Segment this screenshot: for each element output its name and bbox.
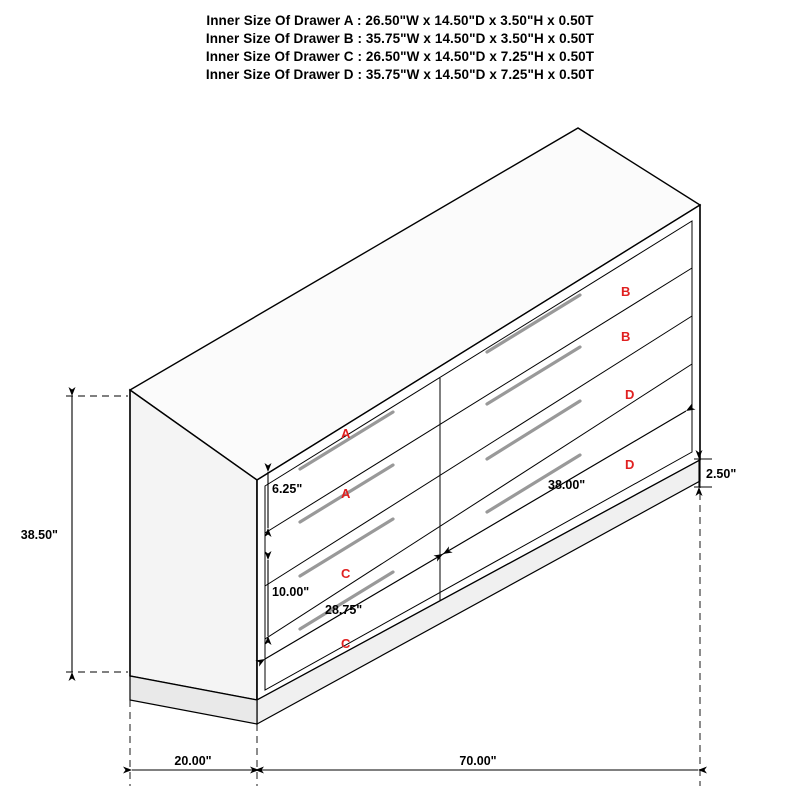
dimension-label-right-drawer-width: 38.00": [548, 478, 586, 492]
dimension-overall-height: [21, 396, 128, 672]
dimension-label-drawer-front-large: 10.00": [272, 585, 310, 599]
spec-line-drawer-c: Inner Size Of Drawer C : 26.50"W x 14.50"D x 7.25"H x 0.50T: [205, 49, 595, 64]
dimension-label-left-drawer-width: 28.75": [325, 603, 363, 617]
dimension-label-overall-height: 38.50": [20, 528, 58, 542]
dimension-depth: [132, 754, 255, 770]
dimension-label-width: 70.00": [459, 754, 497, 768]
drawer-label-d-third: D: [625, 387, 635, 402]
spec-line-drawer-d: Inner Size Of Drawer D : 35.75"W x 14.50"D x 7.25"H x 0.50T: [205, 67, 595, 82]
spec-line-drawer-b: Inner Size Of Drawer B : 35.75"W x 14.50"D x 3.50"H x 0.50T: [205, 31, 595, 46]
drawer-label-b-top: B: [621, 284, 631, 299]
drawer-label-d-fourth: D: [625, 457, 635, 472]
dimension-label-depth: 20.00": [174, 754, 212, 768]
drawer-label-b-second: B: [621, 329, 631, 344]
drawer-label-a-second: A: [341, 486, 351, 501]
drawer-label-c-fourth: C: [341, 636, 351, 651]
dimension-label-base-height: 2.50": [706, 467, 737, 481]
drawer-label-a-top: A: [341, 426, 351, 441]
dimension-width: [259, 754, 698, 770]
drawer-label-c-third: C: [341, 566, 351, 581]
spec-line-drawer-a: Inner Size Of Drawer A : 26.50"W x 14.50"D x 3.50"H x 0.50T: [206, 13, 594, 28]
cabinet-body: [130, 128, 700, 724]
dimension-label-drawer-front-small: 6.25": [272, 482, 303, 496]
